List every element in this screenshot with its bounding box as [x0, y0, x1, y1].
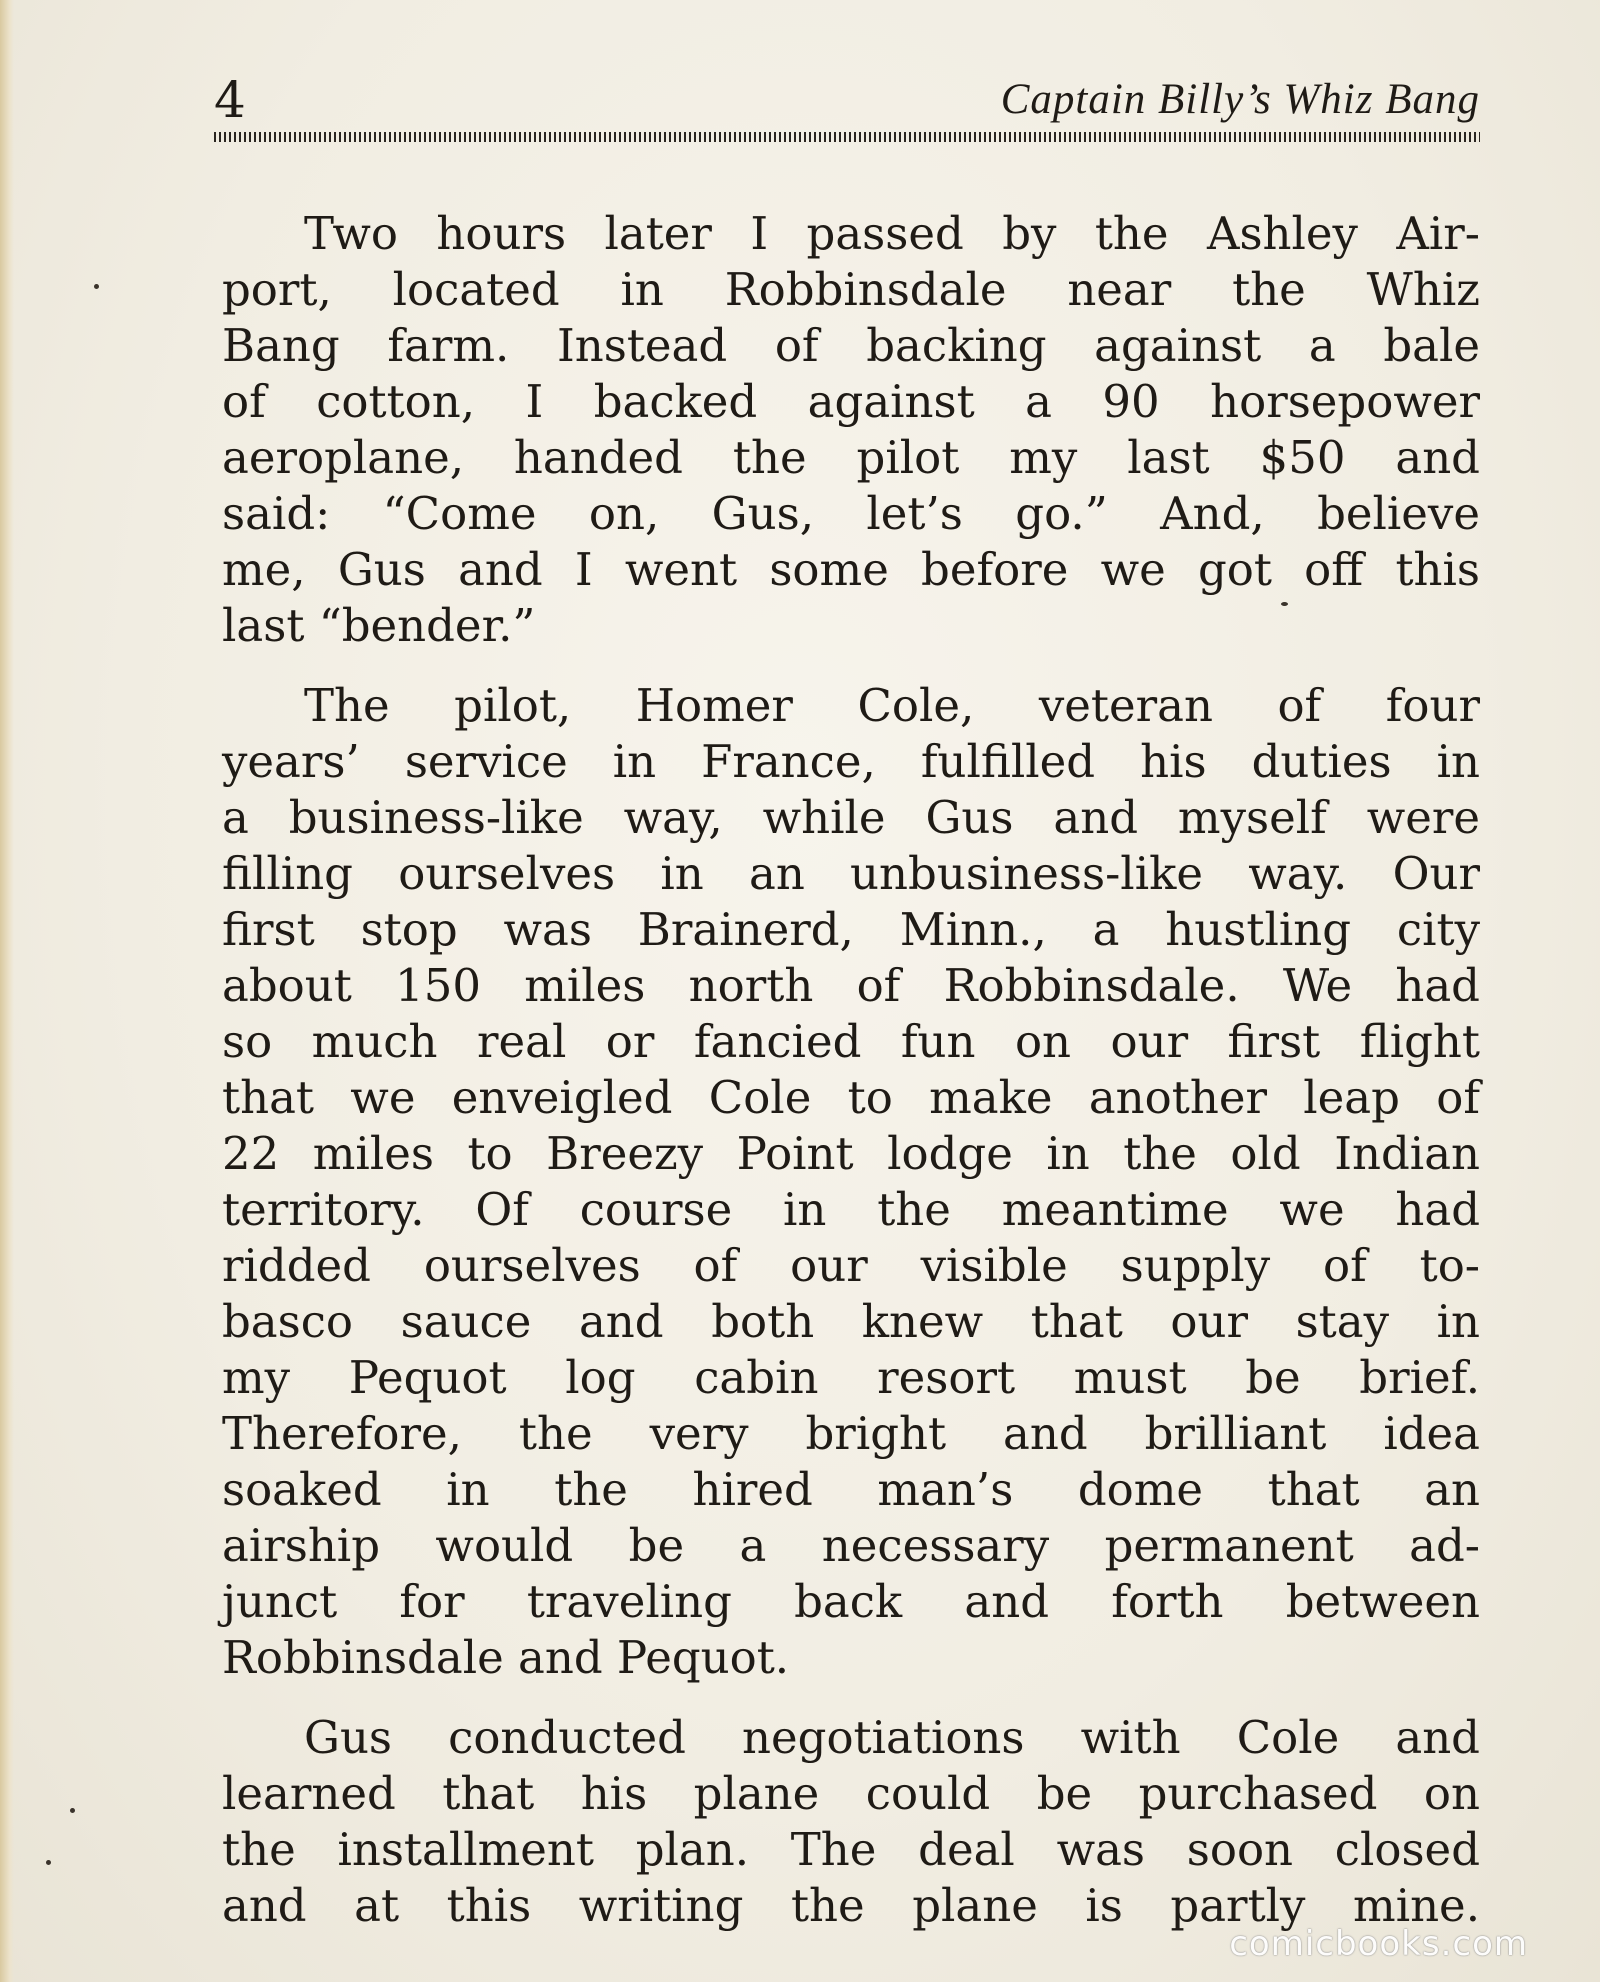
text-line: territory. Of course in the meantime we had [222, 1183, 1480, 1236]
text-line: port, located in Robbinsdale near the Whiz [222, 263, 1480, 316]
text-line: aeroplane, handed the pilot my last $50 and [222, 431, 1480, 484]
text-line: Bang farm. Instead of backing against a bale [222, 319, 1480, 372]
ink-speck [70, 1808, 75, 1813]
ink-speck [46, 1860, 51, 1865]
header-rule [214, 132, 1480, 142]
text-line: filling ourselves in an unbusiness-like way. Our [222, 847, 1480, 900]
article-body [222, 206, 1480, 1958]
text-line: years’ service in France, fulfilled his duties in [222, 735, 1480, 788]
text-line: basco sauce and both knew that our stay in [222, 1295, 1480, 1348]
text-line: the installment plan. The deal was soon closed [222, 1823, 1480, 1876]
text-line: that we enveigled Cole to make another leap of [222, 1071, 1480, 1124]
text-line: airship would be a necessary permanent ad- [222, 1519, 1480, 1572]
text-line: said: “Come on, Gus, let’s go.” And, believe [222, 487, 1480, 540]
running-title: Captain Billy’s Whiz Bang [1000, 76, 1480, 123]
text-line: a business-like way, while Gus and myself were [222, 791, 1480, 844]
paragraph-1 [222, 206, 1480, 654]
ink-speck [94, 284, 99, 289]
text-line: my Pequot log cabin resort must be brief. [222, 1351, 1480, 1404]
page-header [214, 68, 1480, 132]
text-line: first stop was Brainerd, Minn., a hustling city [222, 903, 1480, 956]
text-line: junct for traveling back and forth between [222, 1575, 1480, 1628]
text-line: The pilot, Homer Cole, veteran of four [304, 679, 1480, 732]
ink-speck [1281, 602, 1288, 606]
text-line: Two hours later I passed by the Ashley Air- [304, 207, 1480, 260]
text-line: about 150 miles north of Robbinsdale. We had [222, 959, 1480, 1012]
text-line: me, Gus and I went some before we got off this [222, 543, 1480, 596]
paragraph-3 [222, 1710, 1480, 1934]
page-edge [0, 0, 14, 1982]
text-line: Therefore, the very bright and brilliant idea [222, 1407, 1480, 1460]
page-number: 4 [214, 71, 246, 129]
watermark-text: comicbooks.com [1229, 1924, 1528, 1964]
text-line: learned that his plane could be purchased on [222, 1767, 1480, 1820]
paragraph-2 [222, 678, 1480, 1686]
text-line: soaked in the hired man’s dome that an [222, 1463, 1480, 1516]
text-line: ridded ourselves of our visible supply of to- [222, 1239, 1480, 1292]
text-line: so much real or fancied fun on our first flight [222, 1015, 1480, 1068]
text-line: and at this writing the plane is partly mine. [222, 1879, 1480, 1932]
text-line: Gus conducted negotiations with Cole and [304, 1711, 1480, 1764]
text-line: Robbinsdale and Pequot. [222, 1631, 790, 1684]
text-line: last “bender.” [222, 599, 536, 652]
text-line: 22 miles to Breezy Point lodge in the old Indian [222, 1127, 1480, 1180]
text-line: of cotton, I backed against a 90 horsepower [222, 375, 1480, 428]
